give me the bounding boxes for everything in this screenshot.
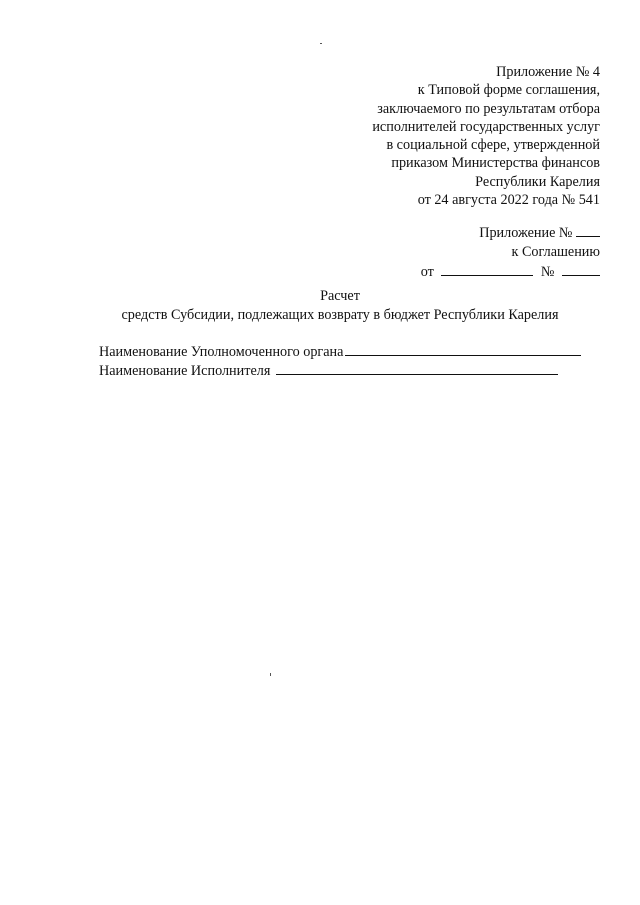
appendix-header <box>372 63 600 209</box>
appendix-line-7: Республики Карелия <box>475 173 600 190</box>
agreement-appendix-row <box>421 223 600 243</box>
executor-label: Наименование Исполнителя <box>99 363 271 379</box>
authority-row <box>99 342 581 361</box>
agreement-to-row <box>421 243 600 262</box>
appendix-line-1: Приложение № 4 <box>496 64 600 80</box>
agreement-number-label: № <box>540 264 555 280</box>
authority-label: Наименование Уполномоченного органа <box>99 344 344 360</box>
authority-blank <box>345 342 581 356</box>
appendix-line-6: приказом Министерства финансов <box>391 155 600 172</box>
agreement-number-blank <box>562 262 600 276</box>
scan-speck-middle <box>270 673 271 676</box>
name-fields <box>99 342 581 380</box>
agreement-to-label: к Соглашению <box>511 244 600 260</box>
agreement-date-row <box>421 262 600 282</box>
agreement-appendix-number-blank <box>576 223 600 237</box>
agreement-date-blank <box>441 262 533 276</box>
title-line-2: средств Субсидии, подлежащих возврату в бюджет Республики Карелия <box>121 307 559 323</box>
appendix-line-2: к Типовой форме соглашения, <box>417 82 600 99</box>
document-title <box>0 287 640 325</box>
appendix-line-4: исполнителей государственных услуг <box>372 118 600 135</box>
agreement-appendix-label: Приложение № <box>479 225 573 241</box>
appendix-line-5: в социальной сфере, утвержденной <box>386 137 600 154</box>
agreement-from-label: от <box>420 264 434 280</box>
title-line-1: Расчет <box>320 288 360 304</box>
agreement-reference <box>421 223 600 282</box>
appendix-line-3: заключаемого по результатам отбора <box>377 100 600 117</box>
scan-speck-top <box>320 43 322 44</box>
executor-row <box>99 361 581 380</box>
executor-blank <box>276 361 558 375</box>
appendix-line-8: от 24 августа 2022 года № 541 <box>417 192 600 209</box>
